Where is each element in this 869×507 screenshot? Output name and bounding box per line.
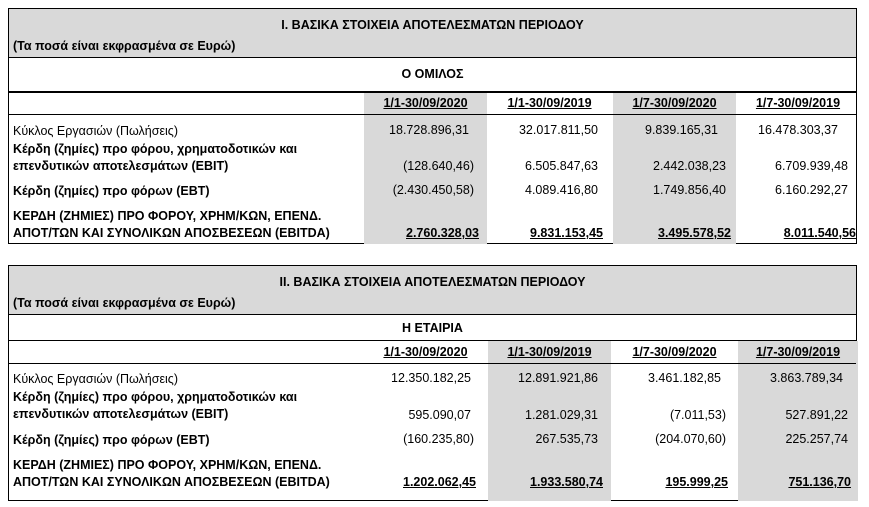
- table-title: I. ΒΑΣΙΚΑ ΣΤΟΙΧΕΙΑ ΑΠΟΤΕΛΕΣΜΑΤΩΝ ΠΕΡΙΟΔΟΥ: [281, 18, 584, 32]
- table-title-band: [9, 266, 856, 315]
- header-rule: [9, 92, 856, 93]
- cell-value: 267.535,73: [535, 432, 598, 446]
- cell-value: 3.461.182,85: [648, 371, 721, 385]
- row-label: Κέρδη (ζημίες) προ φόρων (ΕΒΤ): [13, 184, 210, 198]
- column-header: 1/7-30/09/2019: [755, 96, 841, 110]
- cell-value: 6.505.847,63: [525, 159, 598, 173]
- cell-value: 1.749.856,40: [653, 183, 726, 197]
- cell-value: 12.350.182,25: [391, 371, 471, 385]
- header-rule: [9, 114, 856, 115]
- cell-value: 8.011.540,56: [783, 226, 856, 240]
- row-label: ΚΕΡΔΗ (ΖΗΜΙΕΣ) ΠΡΟ ΦΟΡΟΥ, ΧΡΗΜ/ΚΩΝ, ΕΠΕΝΔ. ΑΠΟΤ/ΤΩΝ ΚΑΙ ΣΥΝΟΛΙΚΩΝ ΑΠΟΣΒΕΣΕΩΝ (EBITDA): [13, 458, 330, 489]
- cell-value: 12.891.921,86: [518, 371, 598, 385]
- cell-value: (128.640,46): [403, 159, 474, 173]
- cell-value: 3.495.578,52: [658, 226, 731, 240]
- row-label: ΚΕΡΔΗ (ΖΗΜΙΕΣ) ΠΡΟ ΦΟΡΟΥ, ΧΡΗΜ/ΚΩΝ, ΕΠΕΝΔ. ΑΠΟΤ/ΤΩΝ ΚΑΙ ΣΥΝΟΛΙΚΩΝ ΑΠΟΣΒΕΣΕΩΝ (EBITDA): [13, 209, 330, 240]
- table-title: ΙΙ. ΒΑΣΙΚΑ ΣΤΟΙΧΕΙΑ ΑΠΟΤΕΛΕΣΜΑΤΩΝ ΠΕΡΙΟΔΟΥ: [279, 275, 586, 289]
- column-header: 1/7-30/09/2020: [632, 96, 717, 110]
- row-label: Κέρδη (ζημίες) προ φόρου, χρηματοδοτικών και επενδυτικών αποτελεσμάτων (EBIT): [13, 390, 298, 421]
- results-table-company: [8, 265, 857, 501]
- cell-value: 595.090,07: [408, 408, 471, 422]
- units-note: (Τα ποσά είναι εκφρασμένα σε Ευρώ): [13, 296, 236, 310]
- units-note: (Τα ποσά είναι εκφρασμένα σε Ευρώ): [13, 39, 236, 53]
- cell-value: 527.891,22: [785, 408, 848, 422]
- cell-value: (204.070,60): [655, 432, 726, 446]
- cell-value: 751.136,70: [788, 475, 851, 489]
- cell-value: (7.011,53): [669, 408, 726, 422]
- column-header: 1/1-30/09/2020: [383, 345, 468, 359]
- header-rule: [9, 363, 856, 364]
- column-header: 1/7-30/09/2019: [755, 345, 841, 359]
- entity-label: Ο ΟΜΙΛΟΣ: [9, 58, 856, 92]
- cell-value: 16.478.303,37: [758, 123, 838, 137]
- cell-value: 18.728.896,31: [389, 123, 469, 137]
- cell-value: 1.202.062,45: [403, 475, 476, 489]
- row-label: Κέρδη (ζημίες) προ φόρων (ΕΒΤ): [13, 433, 210, 447]
- row-label: Κύκλος Εργασιών (Πωλήσεις): [13, 372, 178, 386]
- cell-value: 225.257,74: [785, 432, 848, 446]
- column-header: 1/1-30/09/2020: [383, 96, 468, 110]
- cell-value: 6.709.939,48: [775, 159, 848, 173]
- cell-value: 195.999,25: [665, 475, 728, 489]
- cell-value: 2.760.328,03: [406, 226, 479, 240]
- cell-value: 4.089.416,80: [525, 183, 598, 197]
- cell-value: 2.442.038,23: [653, 159, 726, 173]
- cell-value: 6.160.292,27: [775, 183, 848, 197]
- data-grid: [9, 92, 856, 244]
- cell-value: (160.235,80): [403, 432, 474, 446]
- results-table-group: [8, 8, 857, 244]
- column-header: 1/1-30/09/2019: [507, 345, 592, 359]
- row-label: Κέρδη (ζημίες) προ φόρου, χρηματοδοτικών και επενδυτικών αποτελεσμάτων (EBIT): [13, 142, 298, 173]
- cell-value: 9.839.165,31: [645, 123, 718, 137]
- data-grid: [9, 341, 856, 501]
- cell-value: (2.430.450,58): [392, 183, 474, 197]
- column-header: 1/1-30/09/2019: [507, 96, 592, 110]
- cell-value: 1.933.580,74: [530, 475, 603, 489]
- cell-value: 1.281.029,31: [525, 408, 598, 422]
- row-label: Κύκλος Εργασιών (Πωλήσεις): [13, 124, 178, 138]
- table-title-band: [9, 9, 856, 58]
- entity-label: Η ΕΤΑΙΡΙΑ: [9, 315, 856, 341]
- column-header: 1/7-30/09/2020: [632, 345, 717, 359]
- cell-value: 9.831.153,45: [530, 226, 603, 240]
- cell-value: 3.863.789,34: [770, 371, 843, 385]
- cell-value: 32.017.811,50: [518, 123, 598, 137]
